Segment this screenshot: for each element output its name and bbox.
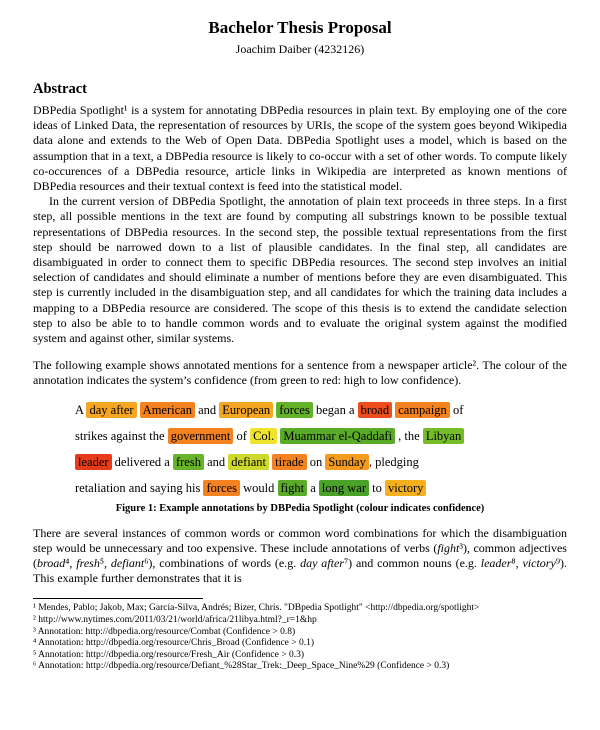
abstract-paragraph-1: DBPedia Spotlight¹ is a system for annotating DBPedia resources in plain text. By employing one of the core ideas of Linked Data, the representation of resources by URIs, the scope of the system goes beyond Wikipedia data alone and extends to the Web of Open Data. DBPedia Spotlight uses a model, which is based on the assumption that in a text, a DBPedia resource is likely to co-occur with a set of other words. To compute likely co-occurences of a DBPedia resource, article links in Wikipedia are interpreted as known mentions of DBPedia resources and their textual context is feed into the statistical model.	[33, 103, 567, 194]
annotated-mention: Libyan	[423, 428, 464, 444]
text-segment: , pledging	[368, 454, 419, 469]
text-segment: day after	[300, 556, 344, 571]
annotated-mention: Sunday	[325, 454, 369, 470]
text-segment: on	[306, 454, 326, 469]
footnote-6: ⁶ Annotation: http://dbpedia.org/resource/Defiant_%28Star_Trek:_Deep_Space_Nine%29 (Confidence > 0.3)	[33, 661, 450, 672]
document-author: Joachim Daiber (4232126)	[235, 42, 365, 56]
text-segment: and	[203, 454, 229, 469]
text-segment: ⁸,	[511, 556, 523, 571]
text-segment: broad	[37, 556, 66, 571]
annotated-mention: government	[168, 428, 234, 444]
text-segment: victory	[522, 556, 556, 571]
text-segment: of	[449, 402, 464, 417]
text-segment: would	[240, 480, 278, 495]
text-segment: There are several instances of common words or common word combinations for which the disambiguation step would be unnecessary and too expensive. These include annotations of verbs (	[33, 525, 567, 555]
footnote-4: ⁴ Annotation: http://dbpedia.org/resource/Chris_Broad (Confidence > 0.1)	[33, 638, 315, 649]
annotated-mention: defiant	[228, 454, 269, 470]
abstract-heading: Abstract	[33, 81, 87, 97]
text-segment: defiant	[110, 556, 145, 571]
annotated-mention: American	[140, 402, 195, 418]
annotated-mention: fight	[278, 480, 308, 496]
text-segment: of	[233, 428, 251, 443]
annotated-mention: victory	[385, 480, 426, 496]
text-segment: fresh	[76, 556, 100, 571]
annotated-mention: forces	[276, 402, 313, 418]
text-segment: strikes against the	[75, 428, 168, 443]
annotated-mention: day after	[86, 402, 136, 418]
annotated-mention: tirade	[272, 454, 306, 470]
footnote-5: ⁵ Annotation: http://dbpedia.org/resource/Fresh_Air (Confidence > 0.3)	[33, 649, 305, 660]
text-segment: ³), common adjectives (	[33, 540, 567, 571]
annotated-mention: European	[219, 402, 273, 418]
text-segment: began a	[312, 402, 358, 417]
discussion-paragraph	[33, 526, 567, 587]
text-segment: ⁷) and common nouns (e.g.	[343, 556, 481, 571]
text-segment: a	[307, 480, 319, 495]
text-segment: delivered a	[111, 454, 173, 469]
footnote-1: ¹ Mendes, Pablo; Jakob, Max; García-Silva, Andrés; Bizer, Chris. "DBpedia Spotlight" <http://dbpedia.org/spotlight>	[33, 603, 480, 614]
footnotes-section	[33, 598, 567, 673]
text-segment: ⁴,	[65, 556, 77, 571]
figure-caption: Figure 1: Example annotations by DBPedia Spotlight (colour indicates confidence)	[115, 502, 485, 514]
text-segment: A	[75, 402, 87, 417]
footnote-2: ² http://www.nytimes.com/2011/03/21/world/africa/21libya.html?_r=1&hp	[33, 615, 317, 626]
abstract-paragraph-2: In the current version of DBPedia Spotlight, the annotation of plain text proceeds in three steps. In a first step, all possible mentions in the text are found by computing all substrings known to be possible textual representations of DBPedia resources. In the second step, the possible textual representations from the first step should be narrowed down to a list of plausible candidates. In the final step, all candidates are disambiguated in order to connect them to specific DBPedia resources. The second step involves an initial selection of candidates and should eliminate a number of mentions before they are even disambiguated. This step is currently included in the disambiguation step, and all candidates for which the training data includes a mapping to a DBPedia resource are considered. The scope of this thesis is to extend the candidate selection step to also be able to to handle common words and to evaluate the original system against the modified system and against other, similar systems.	[33, 194, 567, 346]
text-segment: fight	[437, 540, 460, 555]
figure-1	[33, 397, 567, 514]
figure-intro-paragraph: The following example shows annotated mentions for a sentence from a newspaper article². The colour of the annotation indicates the system’s confidence (from green to red: high to low confidence).	[33, 358, 567, 388]
annotated-mention: broad	[358, 402, 392, 418]
annotated-mention: Muammar el-Qaddafi	[280, 428, 395, 444]
text-segment: , the	[395, 428, 423, 443]
text-segment: ⁹). This example further demonstrates that it is	[33, 556, 567, 586]
annotated-mention: forces	[203, 480, 240, 496]
footnote-divider	[33, 598, 203, 599]
abstract-section	[33, 81, 567, 389]
text-segment: and	[194, 402, 220, 417]
text-segment: leader	[480, 556, 512, 571]
annotated-mention: campaign	[395, 402, 450, 418]
figure-annotated-sentence	[75, 397, 525, 501]
text-segment: ⁵,	[99, 556, 111, 571]
document-title: Bachelor Thesis Proposal	[208, 18, 392, 37]
annotated-mention: fresh	[173, 454, 204, 470]
annotated-mention: long war	[319, 480, 369, 496]
annotated-mention: Col.	[250, 428, 277, 444]
text-segment: ⁶), combinations of words (e.g.	[144, 556, 301, 571]
annotated-mention: leader	[75, 454, 112, 470]
text-segment: to	[369, 480, 385, 495]
text-segment: retaliation and saying his	[75, 480, 204, 495]
footnote-3: ³ Annotation: http://dbpedia.org/resource/Combat (Confidence > 0.8)	[33, 626, 296, 637]
